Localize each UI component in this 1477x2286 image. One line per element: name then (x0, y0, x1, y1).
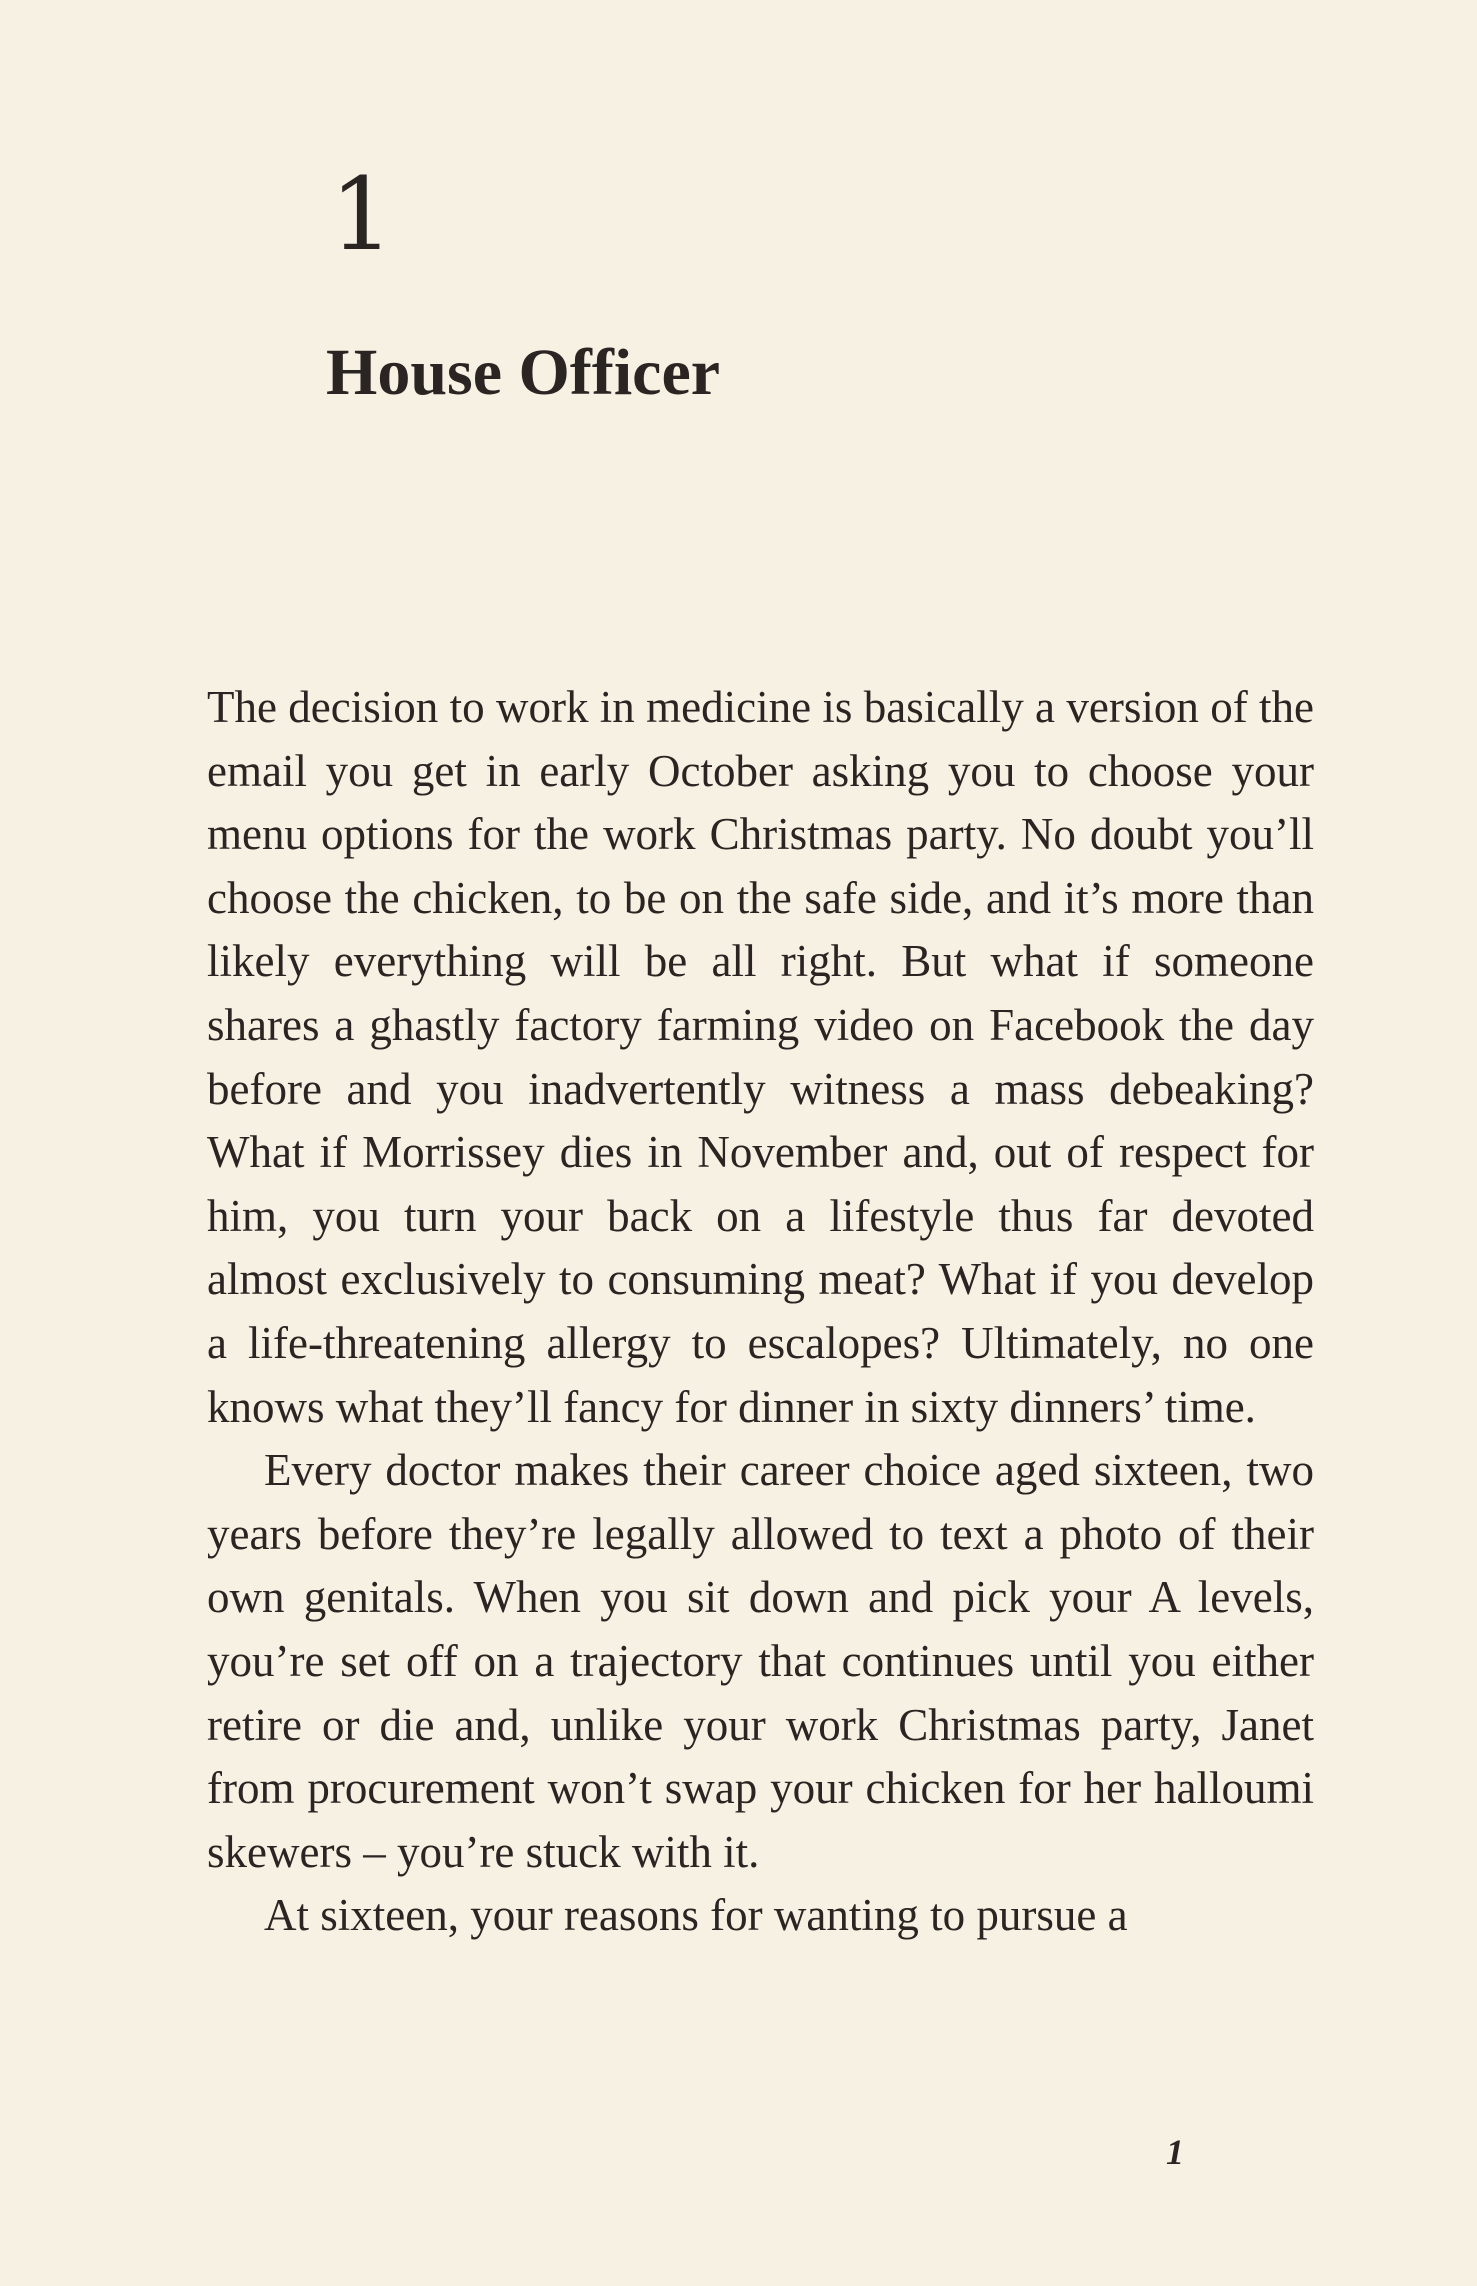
body-text (207, 676, 1314, 1948)
paragraph: The decision to work in medicine is basically a version of the email you get in early October asking you to choose your menu options for the work Christmas party. No doubt you’ll choose the chicken, to be on the safe side, and it’s more than likely everything will be all right. But what if someone shares a ghastly factory farming video on Facebook the day before and you inadvertently witness a mass debeaking? What if Morrissey dies in November and, out of respect for him, you turn your back on a lifestyle thus far devoted almost exclusively to consuming meat? What if you develop a life-threatening allergy to escalopes? Ultimately, no one knows what they’ll fancy for dinner in sixty dinners’ time. (207, 682, 1314, 1432)
chapter-number: 1 (330, 156, 394, 273)
page-number: 1 (1166, 2132, 1184, 2172)
paragraph: At sixteen, your reasons for wanting to pursue a (264, 1890, 1128, 1941)
chapter-title: House Officer (326, 336, 721, 409)
paragraph: Every doctor makes their career choice aged sixteen, two years before they’re legally allowed to text a photo of their own genitals. When you sit down and pick your A levels, you’re set off on a trajectory that continues until you either retire or die and, unlike your work Christmas party, Janet from procurement won’t swap your chicken for her halloumi skewers – you’re stuck with it. (207, 1445, 1314, 1877)
